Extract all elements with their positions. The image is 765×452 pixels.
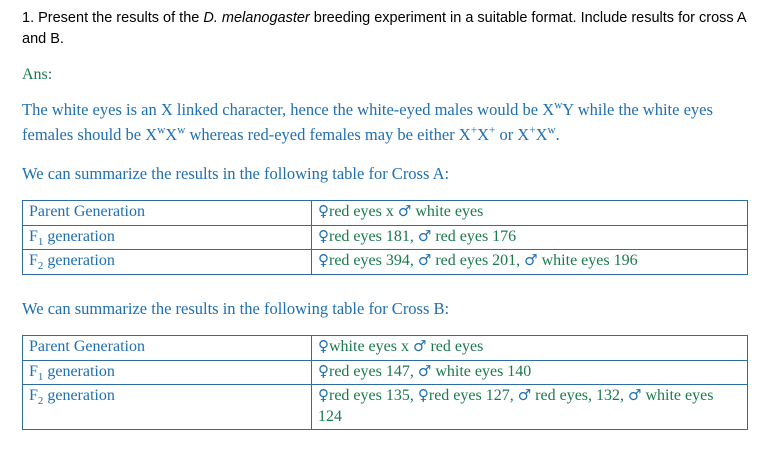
question-prefix: 1. Present the results of the (22, 10, 204, 26)
table-row (23, 360, 748, 384)
male-symbol-icon: ♂ (417, 251, 432, 270)
cross-b-intro: We can summarize the results in the following table for Cross B: (22, 298, 450, 318)
cross-a-row-2-value-1: red eyes 394, (329, 252, 414, 270)
cross-a-row-2-label-text: F (29, 252, 38, 270)
answer-label: Ans: (22, 66, 53, 84)
explanation-sup-4: + (470, 124, 478, 137)
male-symbol-icon: ♂ (412, 337, 427, 356)
explanation-sup-5: + (488, 124, 496, 137)
female-symbol-icon: ♀ (417, 386, 429, 405)
explanation-paragraph (22, 98, 748, 148)
cross-b-row-0-value (312, 336, 748, 360)
female-symbol-icon: ♀ (318, 251, 329, 270)
cross-b-row-2-label-sub: 2 (37, 395, 44, 408)
explanation-part-5: X (477, 124, 489, 144)
cross-a-row-2-label-sub: 2 (37, 260, 44, 273)
question-species-name: D. melanogaster (203, 10, 310, 26)
cross-b-row-0-value-1: white eyes x (329, 338, 409, 356)
explanation-part-3: X (165, 124, 178, 144)
cross-b-row-2-label-tail: generation (43, 387, 115, 405)
cross-b-row-1-label-text: F (29, 362, 38, 380)
cross-b-row-2-value-3: red eyes, 132, (535, 387, 625, 405)
explanation-part-7: X (535, 124, 548, 144)
cross-b-row-2-label-text: F (29, 387, 38, 405)
male-symbol-icon: ♂ (628, 386, 642, 405)
explanation-part-8: . (555, 124, 560, 144)
cross-a-table (22, 200, 748, 274)
cross-a-row-0-value-2: white eyes (415, 203, 484, 221)
cross-b-row-2-value (312, 385, 748, 430)
male-symbol-icon: ♂ (417, 361, 432, 380)
cross-b-row-1-value-1: red eyes 147, (329, 362, 414, 380)
cross-a-row-0-label (23, 201, 312, 225)
cross-b-row-1-label-sub: 1 (37, 371, 44, 384)
cross-b-row-2-value-1: red eyes 135, (329, 387, 414, 405)
cross-a-intro: We can summarize the results in the following table for Cross A: (22, 163, 450, 183)
cross-a-row-2-value-2: red eyes 201, (435, 252, 521, 270)
cross-a-row-1-value (312, 225, 748, 249)
explanation-sup-6: + (529, 124, 536, 137)
female-symbol-icon: ♀ (318, 226, 329, 245)
table-row (23, 250, 748, 274)
cross-b-row-0-value-2: red eyes (430, 338, 484, 356)
table-row (23, 201, 748, 225)
cross-a-row-2-value (312, 250, 748, 274)
explanation-sup-7: w (547, 124, 556, 137)
cross-a-row-0-label-text: Parent Generation (29, 203, 145, 221)
male-symbol-icon: ♂ (517, 386, 532, 405)
female-symbol-icon: ♀ (318, 337, 329, 356)
cross-a-row-2-value-3: white eyes 196 (541, 252, 638, 270)
cross-a-row-1-label-tail: generation (43, 227, 115, 245)
cross-a-row-1-value-2: red eyes 176 (435, 227, 517, 245)
cross-a-row-1-value-1: red eyes 181, (329, 227, 414, 245)
cross-a-row-1-label (23, 225, 312, 249)
cross-a-row-1-label-sub: 1 (37, 235, 44, 248)
table-row (23, 225, 748, 249)
table-row (23, 336, 748, 360)
male-symbol-icon: ♂ (397, 202, 412, 221)
cross-b-row-1-value-2: white eyes 140 (435, 362, 532, 380)
explanation-part-6: or X (495, 124, 530, 144)
cross-b-row-2-label (23, 385, 312, 430)
cross-a-row-1-label-text: F (29, 227, 38, 245)
explanation-part-1: The white eyes is an X linked character, hence the white-eyed males would be X (22, 100, 555, 120)
female-symbol-icon: ♀ (318, 386, 329, 405)
male-symbol-icon: ♂ (417, 226, 432, 245)
cross-b-row-2-value-2: red eyes 127, (428, 387, 514, 405)
female-symbol-icon: ♀ (318, 202, 329, 221)
cross-a-row-0-value-1: red eyes x (329, 203, 394, 221)
cross-a-row-0-value (312, 201, 748, 225)
cross-b-row-1-value (312, 360, 748, 384)
cross-b-row-1-label-tail: generation (43, 362, 115, 380)
table-row (23, 385, 748, 430)
question-text (22, 8, 748, 50)
document-page (22, 8, 748, 452)
cross-b-row-2-value-4: white eyes 124 (318, 387, 714, 425)
explanation-part-4: whereas red-eyed females may be either X (185, 124, 471, 144)
cross-b-table (22, 335, 748, 430)
cross-b-row-0-label (23, 336, 312, 360)
explanation-sup-1: w (554, 99, 563, 112)
cross-a-row-2-label (23, 250, 312, 274)
male-symbol-icon: ♂ (524, 251, 538, 270)
explanation-sup-2: w (157, 124, 166, 137)
question-suffix: breeding experiment in a suitable format. Include results for cross A and B. (22, 10, 746, 48)
cross-b-row-1-label (23, 360, 312, 384)
cross-a-row-2-label-tail: generation (43, 252, 115, 270)
female-symbol-icon: ♀ (318, 361, 329, 380)
explanation-sup-3: w (177, 124, 186, 137)
cross-b-row-0-label-text: Parent Generation (29, 338, 145, 356)
explanation-part-2: Y while the white eyes females should be X (22, 100, 713, 144)
